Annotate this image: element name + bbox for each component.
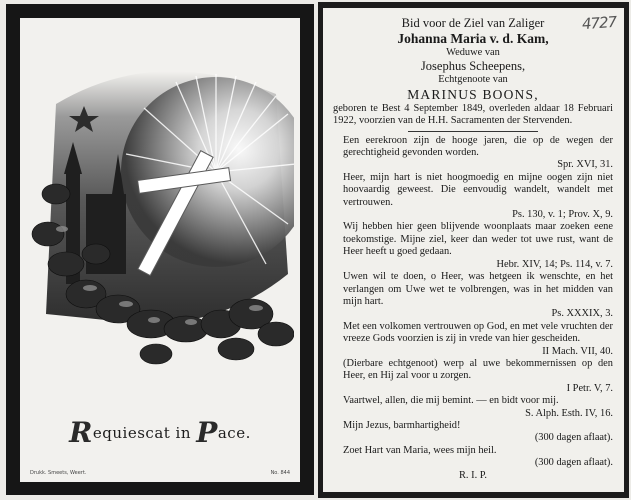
cross-illustration — [26, 24, 294, 376]
verse-text: Heer, mijn hart is niet hoogmoedig en mijne oogen zijn niet hoovaardig geweest. Die eenvoudig wandelt, wandelt met vertrouwen. — [343, 171, 613, 208]
handwritten-number: 4727 — [581, 12, 617, 34]
left-panel-border — [6, 4, 314, 495]
motto-initial: R — [69, 416, 93, 449]
biography: geboren te Best 4 September 1849, overleden aldaar 18 Februari 1922, voorzien van de H.H. Sacramenten der Stervenden. — [333, 102, 613, 127]
verse-text: (Dierbare echtgenoot) werp al uwe bekommernissen op den Heer, en Hij zal voor u zorgen. — [343, 357, 613, 382]
verse-reference: II Mach. VII, 40. — [542, 345, 613, 357]
verse-text: Een eerekroon zijn de hooge jaren, die op de wegen der gerechtigheid gevonden worden. — [343, 134, 613, 159]
verse-reference: Ps. XXXIX, 3. — [551, 308, 613, 320]
indulgence-note: (300 dagen aflaat). — [534, 432, 613, 444]
right-panel-border — [318, 2, 629, 498]
second-husband-name: MARINUS BOONS, — [407, 86, 539, 102]
verse-reference: I Petr. V, 7. — [566, 382, 613, 394]
spouse-of-label: Echtgenoote van — [438, 74, 508, 86]
verse-reference: Hebr. XIV, 14; Ps. 114, v. 7. — [496, 258, 613, 270]
requiescat-motto — [20, 416, 300, 449]
motto-end: ace. — [217, 424, 251, 442]
verse-reference: Spr. XVI, 31. — [557, 159, 613, 171]
divider-rule — [408, 131, 538, 132]
prayer-line: Zoet Hart van Maria, wees mijn heil. — [343, 444, 497, 456]
printer-credit: Drukk. Smeets, Weert. — [30, 470, 87, 476]
verse-text: Wij hebben hier geen blijvende woonplaats maar zoeken eene toekomstige. Mijne ziel, keer dan weder tot uwe rust, want de Heer heeft u goed gedaan. — [343, 221, 613, 258]
header-line: Bid voor de Ziel van Zaliger — [401, 16, 545, 30]
memorial-text — [333, 16, 613, 482]
card-serial-number: No. 844 — [270, 470, 290, 476]
motto-text: equiescat in — [92, 424, 197, 442]
left-panel — [20, 18, 300, 482]
verse-text: Uwen wil te doen, o Heer, was hetgeen ik wenschte, en het verlangen om Uwe wet te volbrengen, was in het midden van mijn hart. — [343, 271, 613, 307]
deceased-name: Johanna Maria v. d. Kam, — [397, 31, 549, 46]
verse-reference: Ps. 130, v. 1; Prov. X, 9. — [512, 209, 613, 221]
verse-text: Vaartwel, allen, die mij bemint. — en bidt voor mij. — [343, 395, 559, 407]
first-husband-name: Josephus Scheepens, — [420, 59, 526, 74]
right-panel — [323, 8, 624, 492]
prayer-line: Mijn Jezus, barmhartigheid! — [343, 419, 461, 431]
motto-initial-2: P — [196, 416, 218, 449]
rip-closing: R. I. P. — [458, 469, 487, 481]
verse-reference: S. Alph. Esth. IV, 16. — [525, 407, 613, 419]
verse-text: Met een volkomen vertrouwen op God, en met vele vruchten der vreeze Gods voorzien is zij in vrede van hier gescheiden. — [343, 320, 613, 345]
widow-of-label: Weduwe van — [446, 47, 500, 58]
indulgence-note: (300 dagen aflaat). — [534, 457, 613, 469]
